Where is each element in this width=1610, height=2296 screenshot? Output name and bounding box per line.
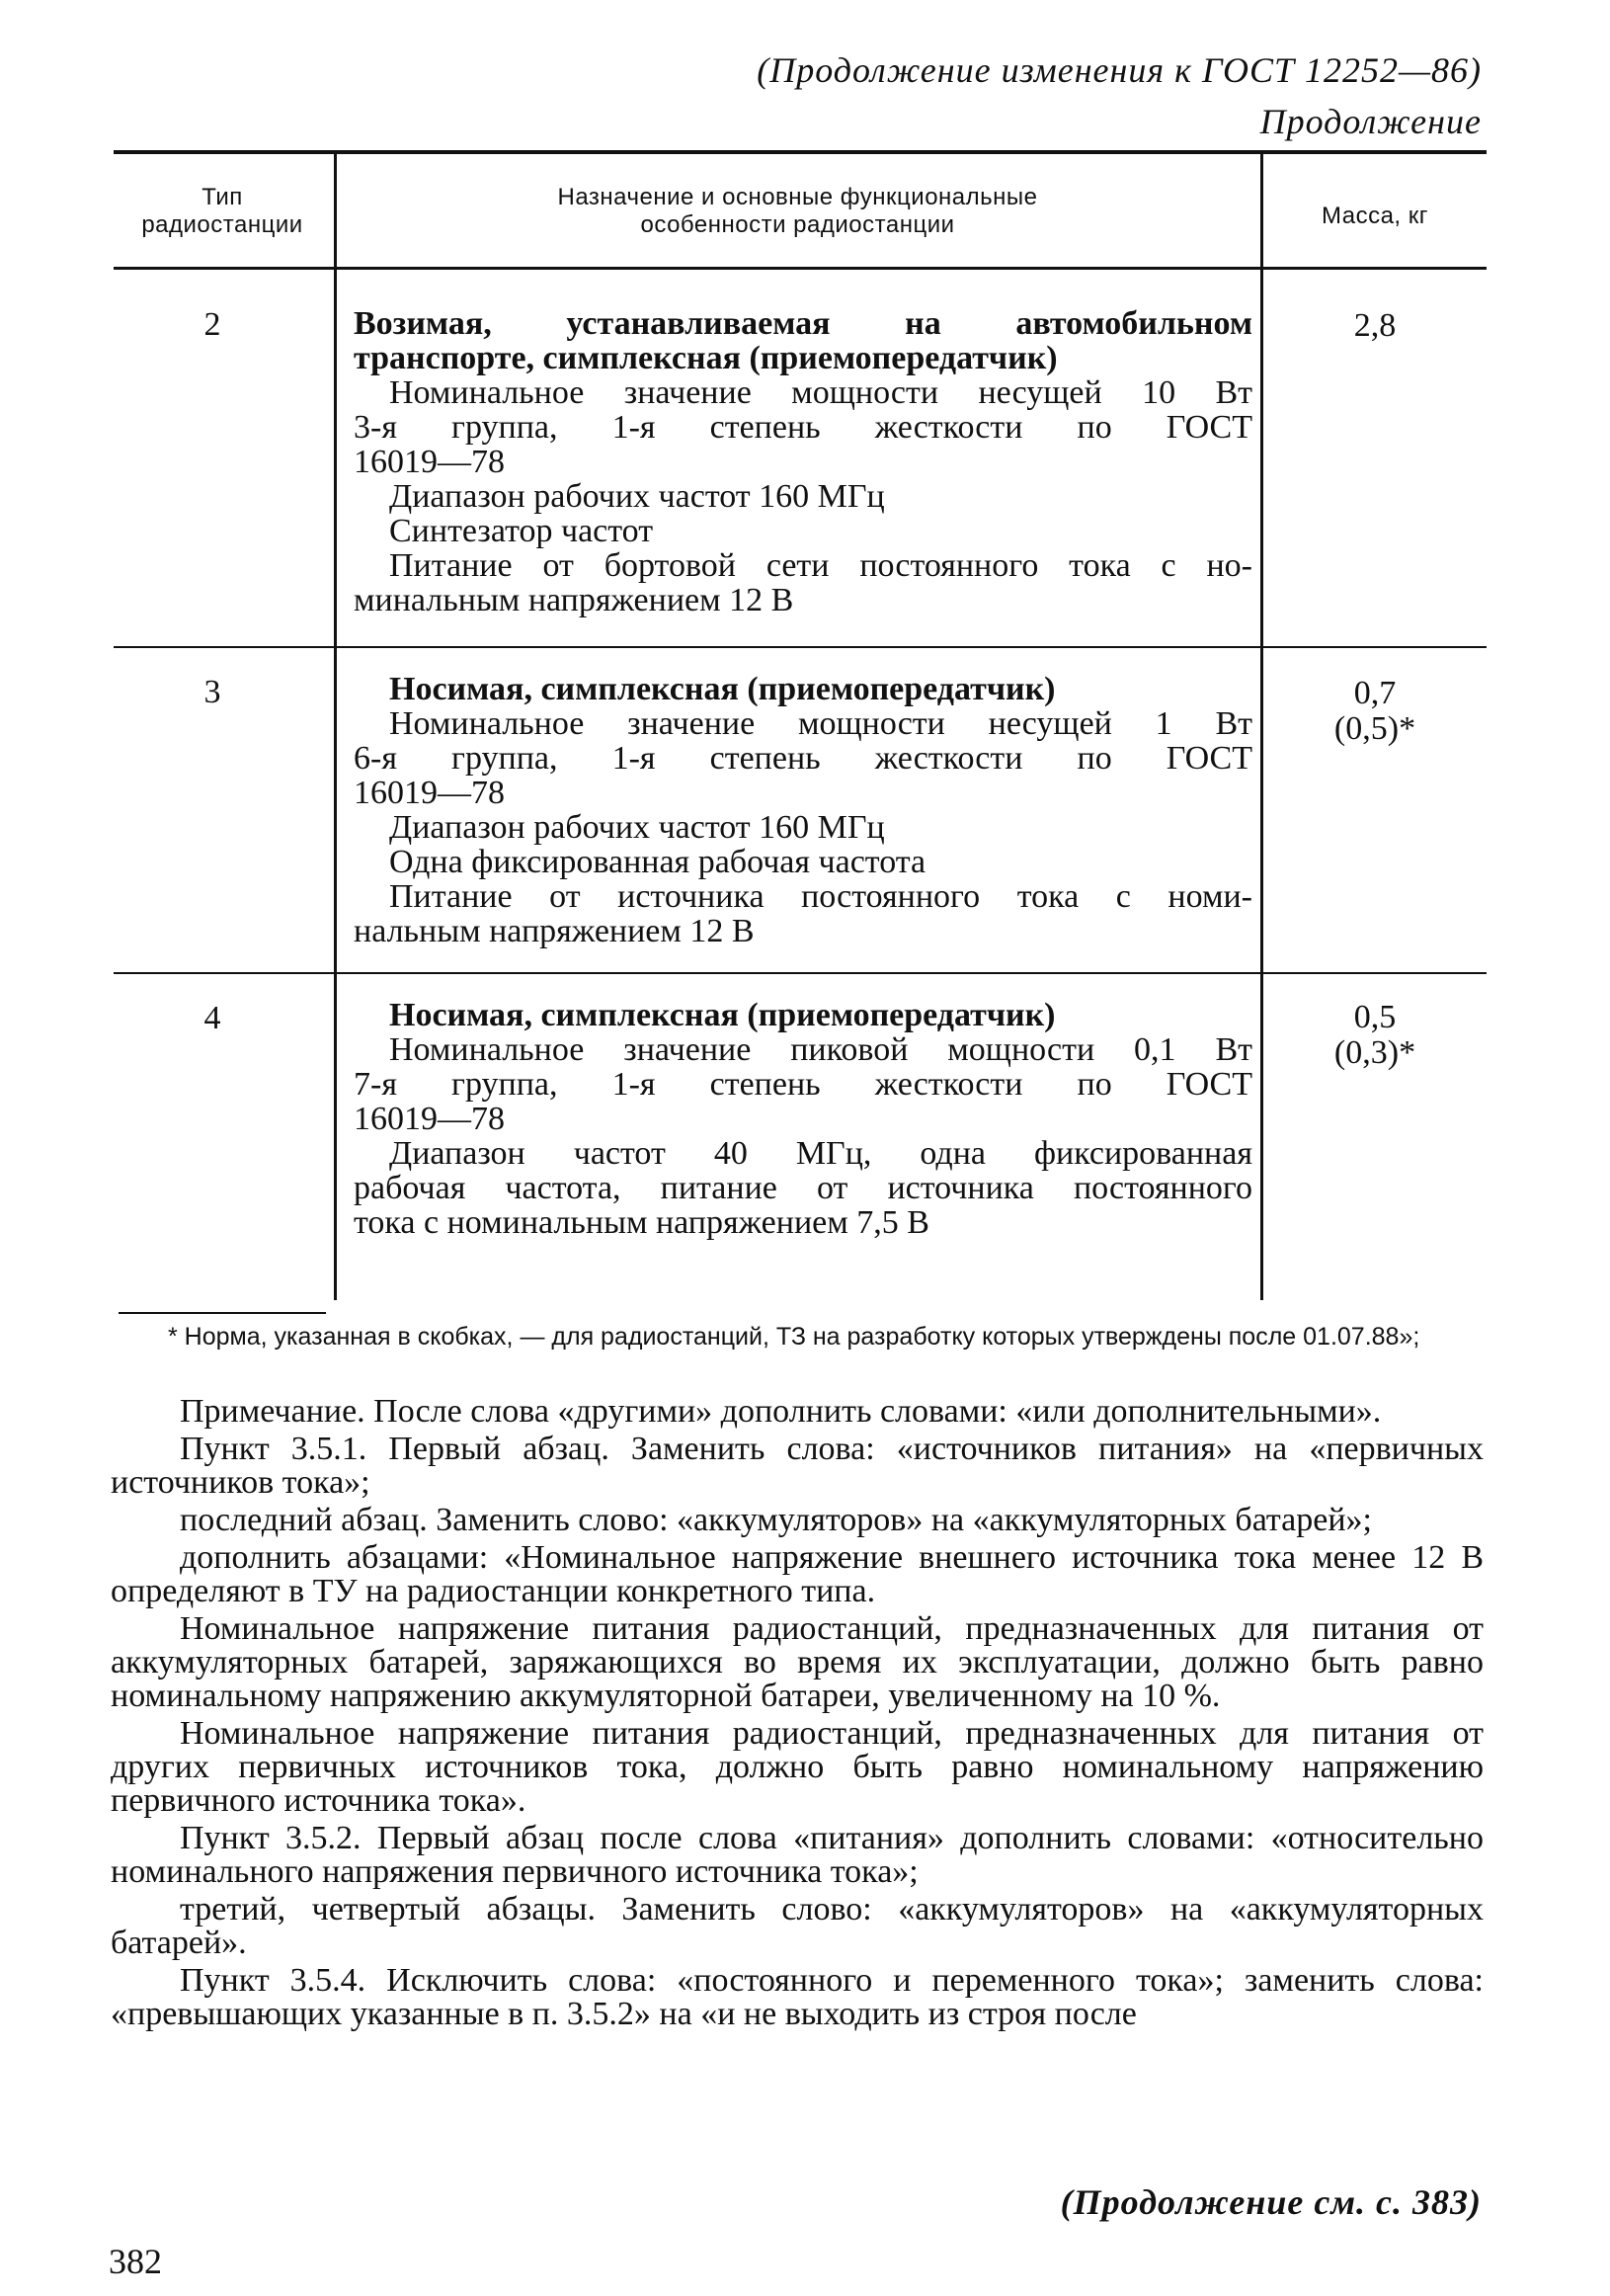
paragraph: дополнить абзацами: «Номинальное напряжение внешнего источника тока менее 12 В определяют в ТУ на радиостанции конкретного типа. [111, 1539, 1484, 1609]
column-header-type-line: радиостанции [141, 211, 303, 238]
page-number: 382 [109, 2242, 162, 2281]
paragraph: Пункт 3.5.4. Исключить слова: «постоянного и переменного тока»; заменить слова: «превышающих указанные в п. 3.5.2» на «и не выходить из строя после [111, 1962, 1484, 2032]
row-line: Питание от бортовой сети постоянного тока с но- [389, 547, 1252, 584]
row-line: 6-я группа, 1-я степень жесткости по ГОСТ [354, 740, 1252, 777]
row-type-number: 3 [203, 674, 221, 710]
footer-continuation: (Продолжение см. с. 383) [1060, 2182, 1482, 2222]
row-type-number: 4 [203, 1000, 221, 1036]
column-divider [1260, 154, 1263, 1300]
row-line: тока с номинальным напряжением 7,5 В [354, 1204, 929, 1241]
row-line: Номинальное значение мощности несущей 1 Вт [389, 705, 1252, 742]
row-mass-value: 2,8 [1353, 307, 1397, 344]
row-title-line: Носимая, симплексная (приемопередатчик) [389, 671, 1056, 707]
column-header-purpose [341, 184, 1254, 239]
body-text [111, 1395, 1484, 2035]
footnote: * Норма, указанная в скобках, — для радиостанций, ТЗ на разработку которых утверждены после 01.07.88»; [168, 1323, 1420, 1351]
row-title-line: Возимая, устанавливаемая на автомобильном [354, 305, 1252, 342]
row-title-line: транспорте, симплексная (приемопередатчик) [354, 340, 1058, 376]
column-divider [334, 154, 337, 1300]
row-mass [1266, 308, 1484, 344]
row-line: 16019—78 [354, 1101, 505, 1137]
row-line: 16019—78 [354, 444, 505, 480]
row-line: минальным напряжением 12 В [354, 582, 794, 618]
paragraph: Пункт 3.5.1. Первый абзац. Заменить слова: «источников питания» на «первичных источников тока»; [111, 1431, 1484, 1501]
row-line: рабочая частота, питание от источника постоянного [354, 1170, 1252, 1206]
table-header-rule [114, 267, 1487, 270]
row-mass-value: 0,5 [1353, 999, 1397, 1035]
row-line: Одна фиксированная рабочая частота [389, 844, 926, 880]
row-line: Номинальное значение мощности несущей 10 Вт [389, 374, 1252, 411]
paragraph: последний абзац. Заменить слово: «аккумуляторов» на «аккумуляторных батарей»; [180, 1502, 1372, 1538]
paragraph: Номинальное напряжение питания радиостанций, предназначенных для питания от других первичных источников тока, должно быть равно номинальному напряжению первичного источника тока». [111, 1715, 1484, 1819]
row-line: Синтезатор частот [389, 513, 654, 549]
row-divider [114, 972, 1487, 974]
table-top-rule [114, 150, 1487, 154]
row-type-number: 2 [203, 306, 221, 343]
column-header-purpose-line: Назначение и основные функциональные [557, 184, 1038, 210]
row-description [354, 306, 1252, 617]
column-header-type [114, 184, 331, 239]
column-header-mass: Масса, кг [1321, 203, 1429, 229]
row-line: Диапазон рабочих частот 160 МГц [389, 478, 885, 515]
row-line: 16019—78 [354, 775, 505, 811]
row-line: нальным напряжением 12 В [354, 913, 755, 949]
row-line: Питание от источника постоянного тока с номи- [389, 878, 1252, 915]
paragraph: третий, четвертый абзацы. Заменить слово: «аккумуляторов» на «аккумуляторных батарей». [111, 1891, 1484, 1961]
row-description [354, 672, 1252, 948]
row-description [354, 998, 1252, 1240]
column-header-purpose-line: особенности радиостанции [640, 211, 955, 238]
row-divider [114, 646, 1487, 648]
row-mass [1266, 676, 1484, 747]
row-mass [1266, 1000, 1484, 1071]
row-title-line: Носимая, симплексная (приемопередатчик) [389, 997, 1056, 1033]
row-mass-value: (0,3)* [1333, 1034, 1416, 1071]
paragraph: Примечание. После слова «другими» дополнить словами: «или дополнительными». [180, 1393, 1382, 1430]
row-mass-value: 0,7 [1353, 675, 1397, 711]
row-line: Диапазон рабочих частот 160 МГц [389, 809, 885, 846]
paragraph: Номинальное напряжение питания радиостанций, предназначенных для питания от аккумуляторных батарей, заряжающихся во время их эксплуатации, должно быть равно номинальному напряжению аккумуляторной батареи, увеличенному на 10 %. [111, 1610, 1484, 1714]
row-line: 7-я группа, 1-я степень жесткости по ГОСТ [354, 1066, 1252, 1103]
header-continuation: (Продолжение изменения к ГОСТ 12252—86) [757, 50, 1482, 90]
column-header-type-line: Тип [201, 184, 243, 210]
paragraph: Пункт 3.5.2. Первый абзац после слова «питания» дополнить словами: «относительно номинального напряжения первичного источника тока»; [111, 1820, 1484, 1890]
row-line: Диапазон частот 40 МГц, одна фиксированная [389, 1135, 1252, 1172]
header-subtitle: Продолжение [1259, 102, 1482, 141]
row-line: Номинальное значение пиковой мощности 0,1 Вт [389, 1031, 1252, 1068]
row-mass-value: (0,5)* [1333, 710, 1416, 747]
row-line: 3-я группа, 1-я степень жесткости по ГОСТ [354, 409, 1252, 446]
footnote-rule [119, 1312, 326, 1314]
